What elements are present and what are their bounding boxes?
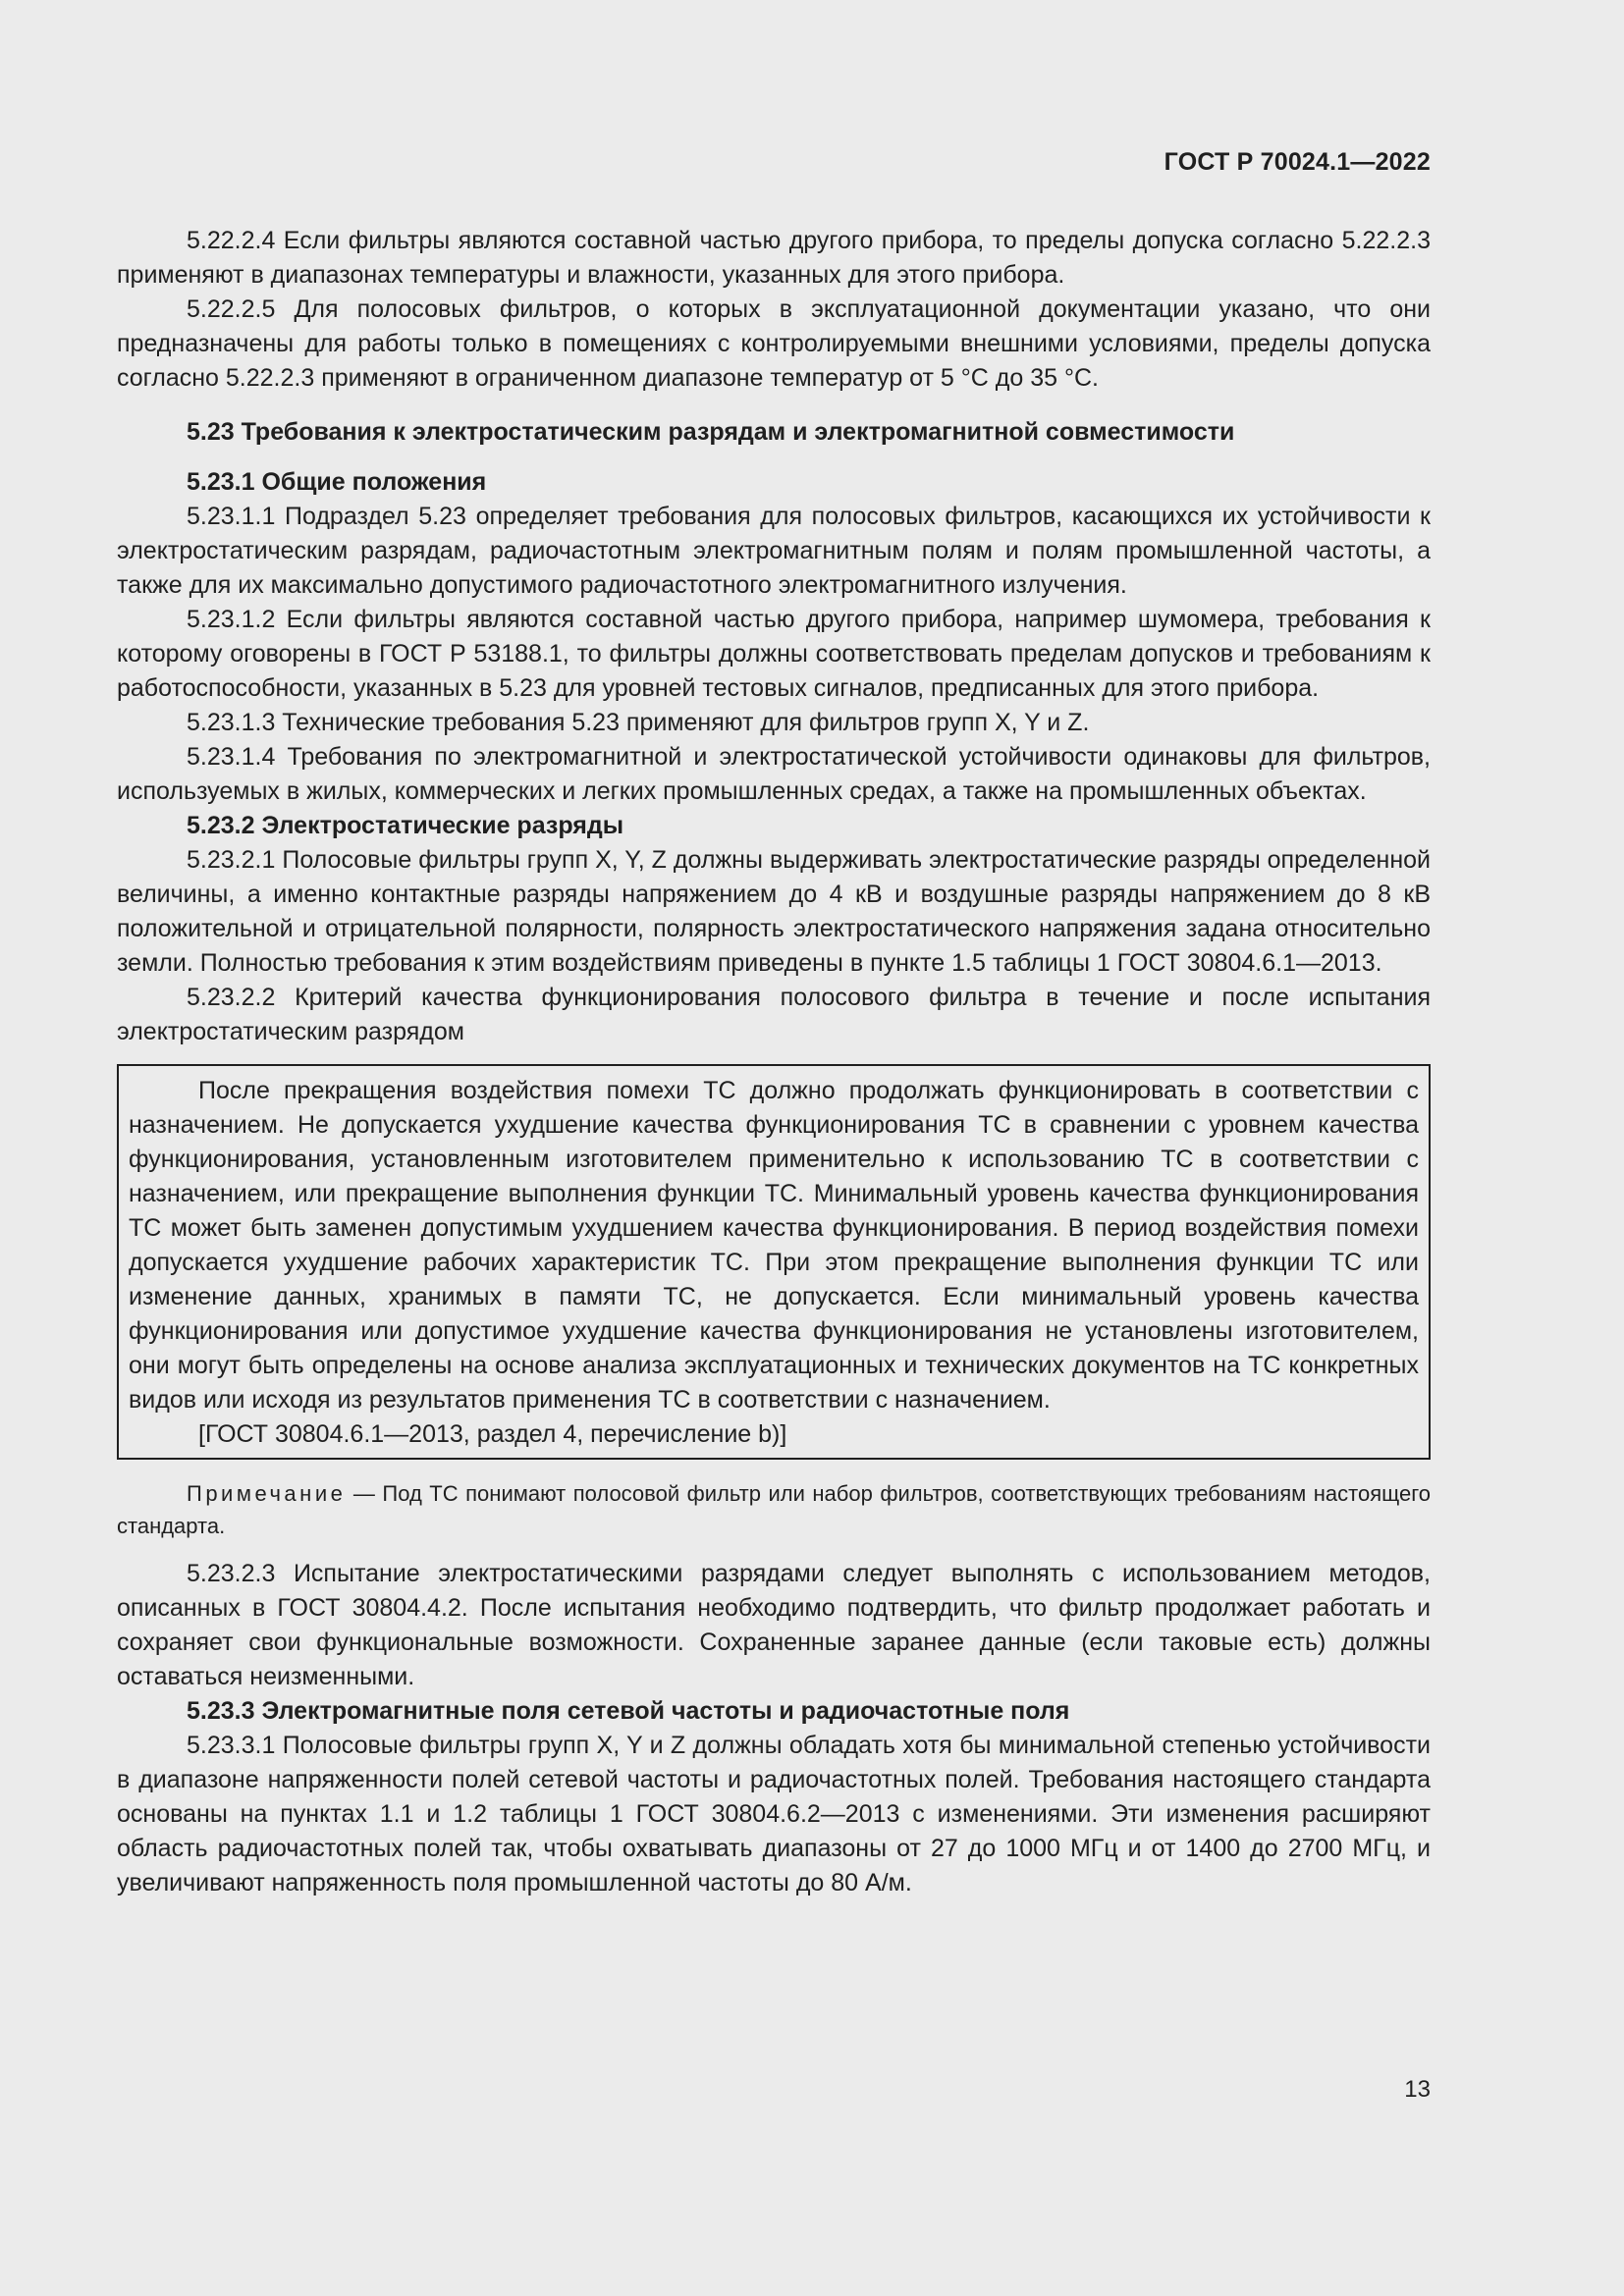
quotation-box [117, 1064, 1431, 1460]
paragraph-5-23-1-1: 5.23.1.1 Подраздел 5.23 определяет требования для полосовых фильтров, касающихся их устойчивости к электростатическим разрядам, радиочастотным электромагнитным полям и полям промышленной частоты, а также для их максимально допустимого радиочастотного электромагнитного излучения. [117, 503, 1431, 599]
document-header: ГОСТ Р 70024.1—2022 [1164, 148, 1431, 176]
note [117, 1477, 1431, 1542]
paragraph-5-22-2-5: 5.22.2.5 Для полосовых фильтров, о которых в эксплуатационной документации указано, что они предназначены для работы только в помещениях с контролируемыми внешними условиями, пределы допуска согласно 5.22.2.3 применяют в ограниченном диапазоне температур от 5 °С до 35 °С. [117, 295, 1431, 392]
subsection-heading-5-23-2: 5.23.2 Электростатические разряды [187, 812, 624, 839]
quotation-text: После прекращения воздействия помехи ТС должно продолжать функционировать в соответствии с назначением. Не допускается ухудшение качества функционирования ТС в сравнении с уровнем качества функционирования, установленным изготовителем применительно к использованию ТС в соответствии с назначением, или прекращение выполнения функции ТС. Минимальный уровень качества функционирования ТС может быть заменен допустимым ухудшением качества функционирования. В период воздействия помехи допускается ухудшение рабочих характеристик ТС. При этом прекращение выполнения функции ТС или изменение данных, хранимых в памяти ТС, не допускается. Если минимальный уровень качества функционирования или допустимое ухудшение качества функционирования не установлены изготовителем, они могут быть определены на основе анализа эксплуатационных и технических документов на ТС конкретных видов или исходя из результатов применения ТС в соответствии с назначением. [129, 1077, 1419, 1414]
paragraph-5-23-1-2: 5.23.1.2 Если фильтры являются составной частью другого прибора, например шумомера, требования к которому оговорены в ГОСТ Р 53188.1, то фильтры должны соответствовать пределам допусков и требованиям к работоспособности, указанных в 5.23 для уровней тестовых сигналов, предписанных для этого прибора. [117, 606, 1431, 702]
paragraph-5-23-2-2: 5.23.2.2 Критерий качества функционирования полосового фильтра в течение и после испытания электростатическим разрядом [117, 984, 1431, 1045]
paragraph-5-23-2-1: 5.23.2.1 Полосовые фильтры групп X, Y, Z должны выдерживать электростатические разряды определенной величины, а именно контактные разряды напряжением до 4 кВ и воздушные разряды напряжением до 8 кВ положительной и отрицательной полярности, полярность электростатического напряжения задана относительно земли. Полностью требования к этим воздействиям приведены в пункте 1.5 таблицы 1 ГОСТ 30804.6.1—2013. [117, 846, 1431, 977]
document-body [117, 224, 1431, 1900]
note-label: Примечание [187, 1481, 347, 1506]
paragraph-5-22-2-4: 5.22.2.4 Если фильтры являются составной частью другого прибора, то пределы допуска согласно 5.22.2.3 применяют в диапазонах температуры и влажности, указанных для этого прибора. [117, 227, 1431, 289]
paragraph-5-23-2-3: 5.23.2.3 Испытание электростатическими разрядами следует выполнять с использованием методов, описанных в ГОСТ 30804.4.2. После испытания необходимо подтвердить, что фильтр продолжает работать и сохраняет свои функциональные возможности. Сохраненные заранее данные (если таковые есть) должны оставаться неизменными. [117, 1560, 1431, 1690]
subsection-heading-5-23-3: 5.23.3 Электромагнитные поля сетевой частоты и радиочастотные поля [187, 1697, 1070, 1725]
page-number: 13 [1404, 2076, 1431, 2103]
paragraph-5-23-3-1: 5.23.3.1 Полосовые фильтры групп X, Y и Z должны обладать хотя бы минимальной степенью устойчивости в диапазоне напряженности полей сетевой частоты и радиочастотных полей. Требования настоящего стандарта основаны на пунктах 1.1 и 1.2 таблицы 1 ГОСТ 30804.6.2—2013 с изменениями. Эти изменения расширяют область радиочастотных полей так, чтобы охватывать диапазоны от 27 до 1000 МГц и от 1400 до 2700 МГц, и увеличивают напряженность поля промышленной частоты до 80 А/м. [117, 1732, 1431, 1896]
quotation-source: [ГОСТ 30804.6.1—2013, раздел 4, перечисление b)] [198, 1420, 787, 1448]
paragraph-5-23-1-3: 5.23.1.3 Технические требования 5.23 применяют для фильтров групп X, Y и Z. [187, 709, 1090, 736]
note-text: — Под ТС понимают полосовой фильтр или набор фильтров, соответствующих требованиям настоящего стандарта. [117, 1481, 1431, 1538]
section-heading-5-23: 5.23 Требования к электростатическим разрядам и электромагнитной совместимости [187, 418, 1235, 446]
paragraph-5-23-1-4: 5.23.1.4 Требования по электромагнитной и электростатической устойчивости одинаковы для фильтров, используемых в жилых, коммерческих и легких промышленных средах, а также на промышленных объектах. [117, 743, 1431, 805]
subsection-heading-5-23-1: 5.23.1 Общие положения [187, 468, 487, 496]
